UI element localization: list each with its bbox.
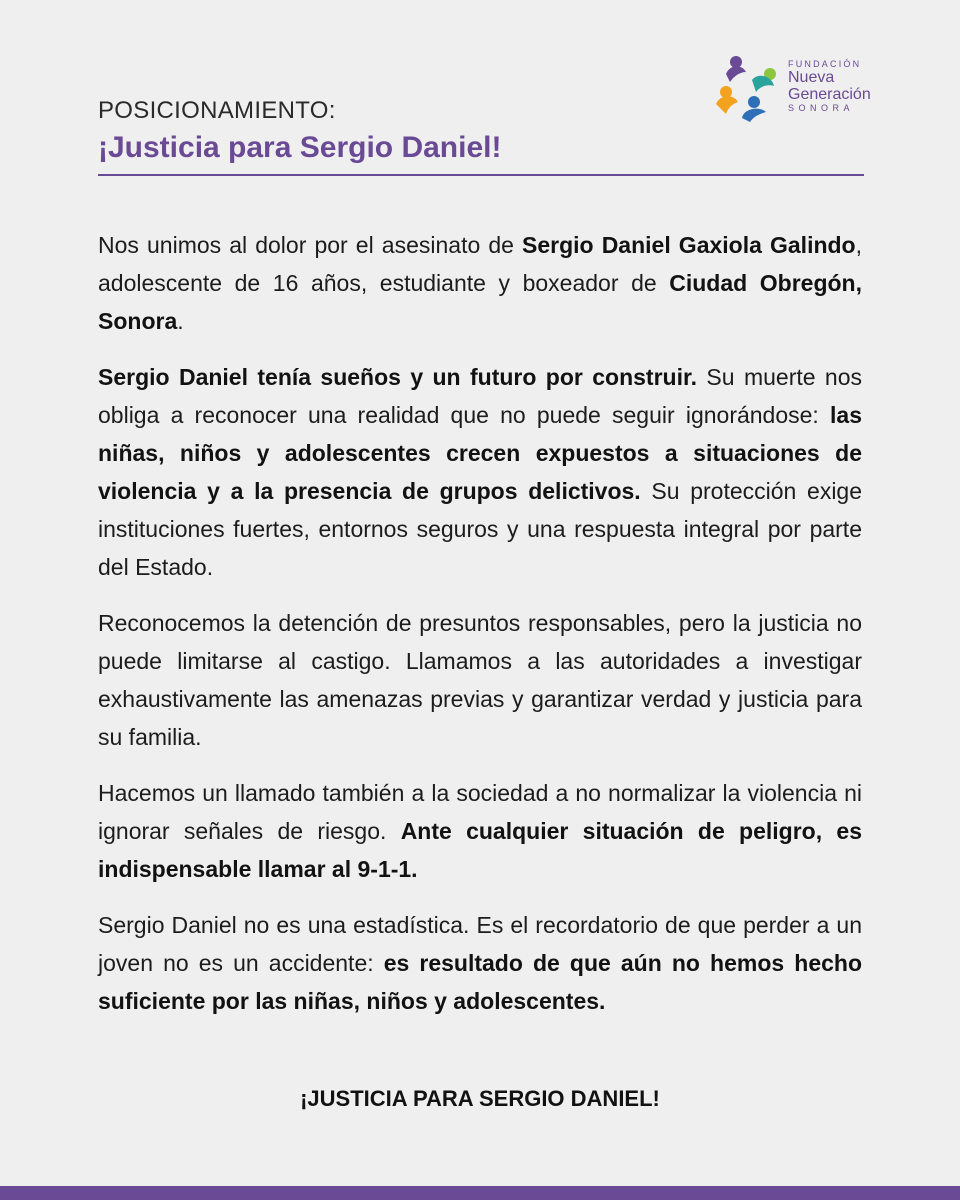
text: Su protección exige instituciones fuertes, entornos seguros y una respuesta integral por parte del Estado. (98, 478, 863, 580)
logo-line-generacion: Generación (788, 86, 871, 103)
bold-text: las niñas, niños y adolescentes crecen expuestos a situaciones de violencia y a la presencia de grupos delictivos. (98, 402, 862, 504)
foundation-logo (712, 52, 882, 124)
logo-wordmark (788, 60, 871, 113)
eyebrow-label: POSICIONAMIENTO: (98, 97, 336, 124)
bold-text: es resultado de que aún no hemos hecho suficiente por las niñas, niños y adolescentes. (98, 950, 862, 1014)
logo-line-nueva: Nueva (788, 69, 835, 86)
header-divider (98, 174, 864, 176)
closing-slogan: ¡JUSTICIA PARA SERGIO DANIEL! (300, 1086, 660, 1111)
paragraph (98, 774, 862, 888)
bold-text: Sergio Daniel Gaxiola Galindo (522, 232, 856, 258)
paragraph (98, 358, 862, 586)
text: Sergio Daniel no es una estadística. Es el recordatorio de que perder a un joven no es un accidente: (98, 912, 862, 976)
bold-text: Sergio Daniel tenía sueños y un futuro por construir. (98, 364, 698, 390)
logo-line-sonora: SONORA (788, 103, 855, 113)
logo-line-fundacion: FUNDACIÓN (788, 59, 862, 69)
logo-figures-icon (712, 52, 784, 124)
bold-text: Ciudad Obregón, Sonora (98, 270, 862, 334)
bottom-accent-bar (0, 1186, 960, 1200)
text: Nos unimos al dolor por el asesinato de (98, 232, 523, 258)
statement-body (98, 226, 862, 1038)
text: . (177, 308, 184, 334)
paragraph (98, 226, 862, 340)
text: , adolescente de 16 años, estudiante y boxeador de (98, 232, 862, 296)
paragraph (98, 604, 862, 756)
bold-text: Ante cualquier situación de peligro, es indispensable llamar al 9-1-1. (98, 818, 862, 882)
text: Su muerte nos obliga a reconocer una realidad que no puede seguir ignorándose: (98, 364, 862, 428)
paragraph (98, 906, 862, 1020)
text: Reconocemos la detención de presuntos responsables, pero la justicia no puede limitarse al castigo. Llamamos a las autoridades a investigar exhaustivamente las amenazas previas y garantizar verdad y justicia para su familia. (98, 610, 862, 750)
page-title: ¡Justicia para Sergio Daniel! (98, 131, 502, 164)
text: Hacemos un llamado también a la sociedad a no normalizar la violencia ni ignorar señales de riesgo. (98, 780, 862, 844)
